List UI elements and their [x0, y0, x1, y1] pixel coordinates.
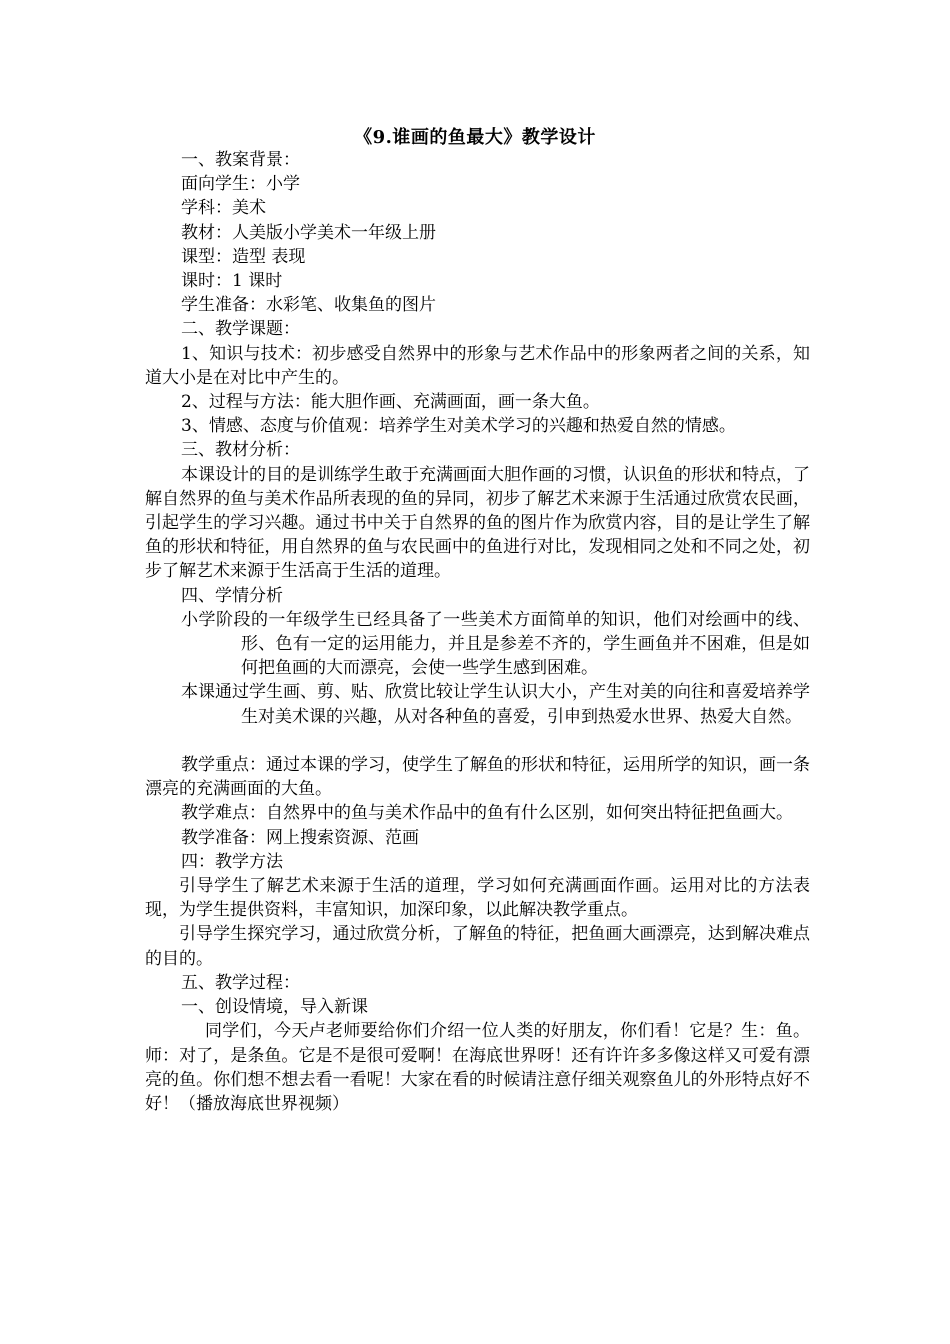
objective-process: 2、过程与方法：能大胆作画、充满画面，画一条大鱼。 — [181, 392, 600, 413]
teaching-preparation: 教学准备：网上搜索资源、范画 — [181, 827, 419, 848]
section-heading-learner-analysis: 四、学情分析 — [181, 585, 283, 606]
material-analysis-text: 本课设计的目的是训练学生敢于充满画面大胆作画的习惯，认识鱼的形状和特点，了解自然界的鱼与美术作品所表现的鱼的异同，初步了解艺术来源于生活通过欣赏农民画，引起学生的学习兴趣。通过书中关于自然界的鱼的图片作为欣赏内容，目的是让学生了解鱼的形状和特征，用自然界的鱼与农民画中的鱼进行对比，发现相同之处和不同之处，初步了解艺术来源于生活高于生活的道理。 — [145, 464, 810, 582]
methods-text-1: 引导学生了解艺术来源于生活的道理，学习如何充满画面作画。运用对比的方法表现，为学生提供资料，丰富知识，加深印象，以此解决教学重点。 — [145, 876, 810, 921]
section-heading-background: 一、教案背景： — [181, 150, 300, 170]
learner-analysis-text-1: 小学阶段的一年级学生已经具备了一些美术方面简单的知识，他们对绘画中的线、形、色有一定的运用能力，并且是参差不齐的，学生画鱼并不困难，但是如何把鱼画的大而漂亮，会使一些学生感到困难。 — [181, 609, 810, 679]
learner-analysis-text-2: 本课通过学生画、剪、贴、欣赏比较让学生认识大小，产生对美的向往和喜爱培养学生对美术课的兴趣，从对各种鱼的喜爱，引申到热爱水世界、热爱大自然。 — [181, 682, 810, 727]
field-audience: 面向学生：小学 — [181, 174, 300, 195]
objective-emotion: 3、情感、态度与价值观：培养学生对美术学习的兴趣和热爱自然的情感。 — [181, 416, 736, 437]
section-heading-methods: 四：教学方法 — [181, 851, 283, 872]
blank-line — [145, 729, 810, 753]
process-step-1-heading: 一、创设情境，导入新课 — [181, 997, 368, 1018]
document-title: 《9.谁画的鱼最大》教学设计 — [354, 127, 596, 148]
objective-knowledge: 1、知识与技术：初步感受自然界中的形象与艺术作品中的形象两者之间的关系，知道大小是在对比中产生的。 — [145, 343, 810, 388]
section-heading-material-analysis: 三、教材分析： — [181, 440, 300, 461]
methods-text-2: 引导学生探究学习，通过欣赏分析，了解鱼的特征，把鱼画大画漂亮，达到解决难点的目的。 — [145, 924, 810, 969]
field-lesson-type: 课型：造型 表现 — [181, 246, 306, 267]
teaching-difficulty: 教学难点：自然界中的鱼与美术作品中的鱼有什么区别，如何突出特征把鱼画大。 — [181, 803, 793, 824]
field-student-preparation: 学生准备：水彩笔、收集鱼的图片 — [181, 295, 436, 316]
section-heading-process: 五、教学过程： — [181, 972, 300, 993]
field-subject: 学科：美术 — [181, 198, 266, 219]
process-step-1-text: 同学们，今天卢老师要给你们介绍一位人类的好朋友，你们看！它是？生：鱼。师：对了，是条鱼。它是不是很可爱啊！在海底世界呀！还有许许多多像这样又可爱有漂亮的鱼。你们想不想去看一看呢！大家在看的时候请注意仔细关观察鱼儿的外形特点好不好！（播放海底世界视频） — [145, 1021, 810, 1114]
document-body — [145, 148, 810, 1116]
teaching-focus: 教学重点：通过本课的学习，使学生了解鱼的形状和特征，运用所学的知识，画一条漂亮的充满画面的大鱼。 — [145, 755, 810, 800]
field-class-hours: 课时：1 课时 — [181, 271, 283, 292]
section-heading-topic: 二、教学课题： — [181, 319, 300, 340]
field-textbook: 教材：人美版小学美术一年级上册 — [181, 222, 436, 243]
